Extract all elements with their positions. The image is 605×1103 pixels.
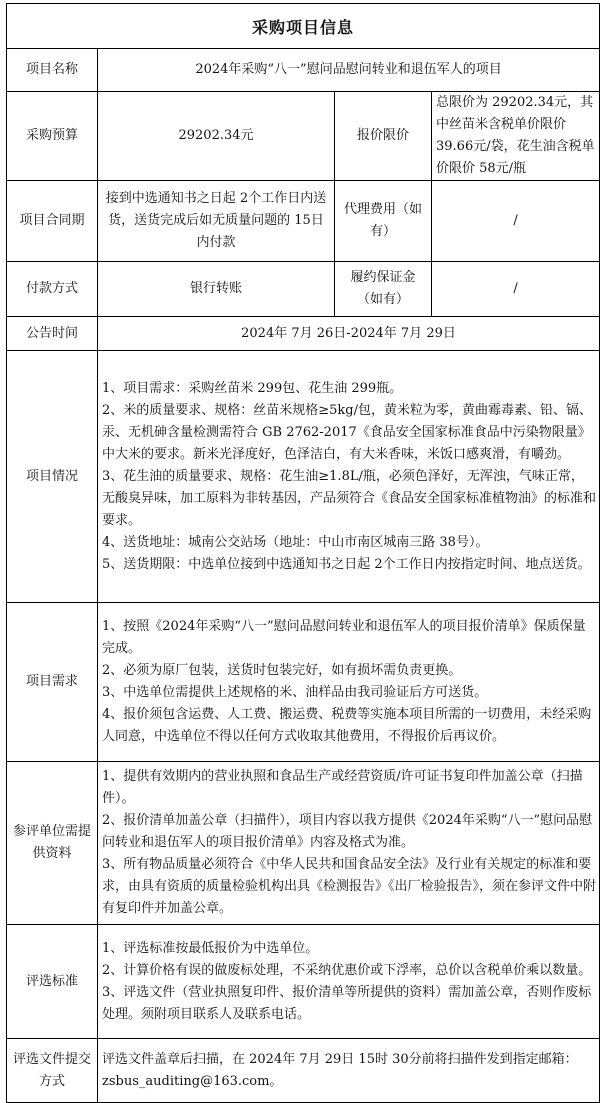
project-requirements-row: [7, 603, 600, 762]
project-name-value: 2024年采购“八一”慰问品慰问转业和退伍军人的项目: [98, 49, 600, 92]
contract-period-label: 项目合同期: [7, 181, 98, 262]
project-requirements-content: [98, 603, 600, 762]
procurement-info-table: [6, 3, 600, 1103]
announcement-value: 2024年 7月 26日-2024年 7月 29日: [98, 317, 600, 351]
required-documents-content: [98, 762, 600, 925]
agency-fee-label: 代理费用（如有）: [335, 181, 432, 262]
table-title: 采购项目信息: [7, 4, 600, 49]
evaluation-item: 2、计算价格有误的做废标处理，不采纳优惠价或下浮率，总价以含税单价乘以数量。: [102, 962, 592, 978]
required-documents-label: 参评单位需提供资料: [7, 762, 98, 925]
title-row: [7, 4, 600, 49]
situation-item: 3、花生油的质量要求、规格：花生油≥1.8L/瓶，必须色泽好，无浑浊，气味正常，无酸臭异味，加工原料为非转基因，产品须符合《食品安全国家标准植物油》的标准和要求。: [102, 468, 597, 528]
evaluation-row: [7, 925, 600, 1039]
project-situation-content: [98, 351, 600, 603]
price-limit-value: 总限价为 29202.34元，其中丝苗米含税单价限价 39.66元/袋，花生油含税单价限价 58元/瓶: [432, 92, 600, 181]
contract-period-value: 接到中选通知书之日起 2个工作日内送货，送货完成后如无质量问题的 15日内付款: [98, 181, 335, 262]
budget-row: [7, 92, 600, 181]
situation-item: 5、送货期限：中选单位接到中选通知书之日起 2个工作日内按指定时间、地点送货。: [102, 556, 591, 572]
evaluation-item: 3、评选文件（营业执照复印件、报价清单等所提供的资料）需加盖公章，否则作废标处理。须附项目联系人及联系电话。: [102, 984, 592, 1022]
required-documents-row: [7, 762, 600, 925]
payment-value: 银行转账: [98, 262, 335, 317]
submission-row: [7, 1039, 600, 1103]
project-requirements-label: 项目需求: [7, 603, 98, 762]
submission-label: 评选文件提交方式: [7, 1039, 98, 1103]
agency-fee-value: /: [432, 181, 600, 262]
payment-row: [7, 262, 600, 317]
price-limit-label: 报价限价: [335, 92, 432, 181]
requirement-item: 2、必须为原厂包装，送货时包装完好，如有损坏需负责更换。: [102, 663, 462, 678]
payment-label: 付款方式: [7, 262, 98, 317]
budget-label: 采购预算: [7, 92, 98, 181]
announcement-label: 公告时间: [7, 317, 98, 351]
evaluation-label: 评选标准: [7, 925, 98, 1039]
requirement-item: 3、中选单位需提供上述规格的米、油样品由我司验证后方可送货。: [102, 685, 488, 700]
performance-bond-value: /: [432, 262, 600, 317]
requirement-item: 4、报价须包含运费、人工费、搬运费、税费等实施本项目所需的一切费用，未经采购人同意，中选单位不得以任何方式收取其他费用，不得报价后再议价。: [102, 707, 592, 744]
project-situation-label: 项目情况: [7, 351, 98, 603]
requirement-item: 1、按照《2024年采购“八一”慰问品慰问转业和退伍军人的项目报价清单》保质保量完成。: [102, 619, 586, 656]
budget-value: 29202.34元: [98, 92, 335, 181]
announcement-row: [7, 317, 600, 351]
document-item: 2、报价清单加盖公章（扫描件），项目内容以我方提供《2024年采购“八一”慰问品慰问转业和退伍军人的项目报价清单》内容及格式为准。: [102, 813, 593, 850]
project-name-row: [7, 49, 600, 92]
document-item: 3、所有物品质量必须符合《中华人民共和国食品安全法》及行业有关规定的标准和要求，由具有资质的质量检验机构出具《检测报告》《出厂检验报告》，须在参评文件中附有复印件并加盖公章。: [102, 857, 597, 916]
contract-period-row: [7, 181, 600, 262]
submission-value: 评选文件盖章后扫描，在 2024年 7月 29日 15时 30分前将扫描件发到指定邮箱：zsbus_auditing@163.com。: [98, 1039, 600, 1103]
document-item: 1、提供有效期内的营业执照和食品生产或经营资质/许可证书复印件加盖公章（扫描件）。: [102, 769, 583, 806]
situation-item: 1、项目需求：采购丝苗米 299包、花生油 299瓶。: [102, 380, 403, 396]
performance-bond-label: 履约保证金（如有）: [335, 262, 432, 317]
evaluation-item: 1、评选标准按最低报价为中选单位。: [102, 940, 319, 956]
project-situation-row: [7, 351, 600, 603]
project-name-label: 项目名称: [7, 49, 98, 92]
evaluation-content: [98, 925, 600, 1039]
situation-item: 4、送货地址：城南公交站场（地址：中山市南区城南三路 38号）。: [102, 534, 489, 550]
situation-item: 2、米的质量要求、规格：丝苗米规格≥5kg/包，黄米粒为零，黄曲霉毒素、铅、镉、汞、无机砷含量检测需符合 GB 2762-2017《食品安全国家标准食品中污染物限量》中大米的要求。新米光泽度好，色泽洁白，有大米香味，米饭口感爽滑，有嚼劲。: [102, 402, 593, 462]
